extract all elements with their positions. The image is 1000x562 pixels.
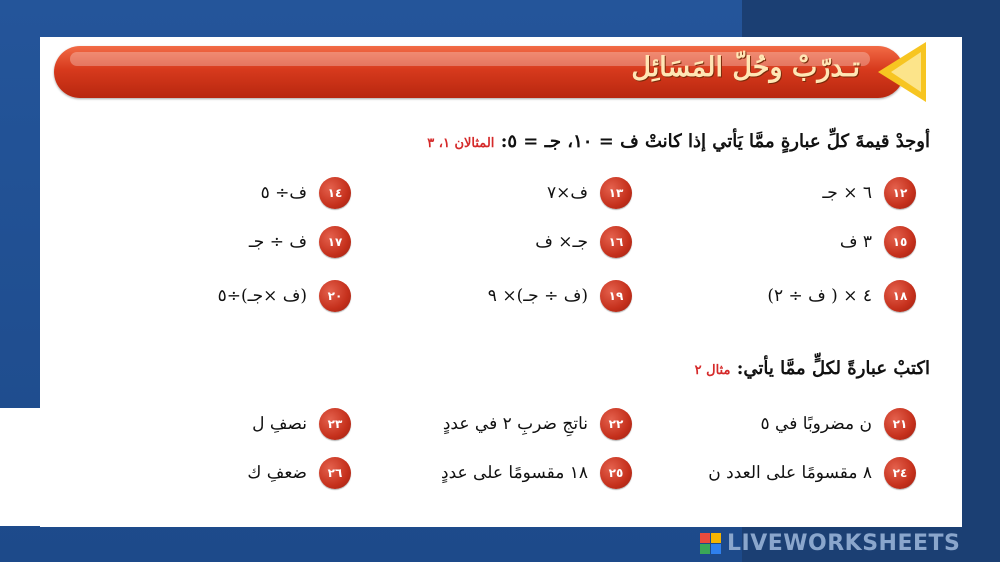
exercise-number-badge: ١٣: [600, 177, 632, 209]
exercise-number-badge: ٢٣: [319, 408, 351, 440]
liveworksheets-watermark: [700, 530, 960, 556]
exercise-item: [441, 456, 632, 490]
exercise-number-badge: ٢٤: [884, 457, 916, 489]
exercise-number-badge: ١٤: [319, 177, 351, 209]
instruction-1-text: أوجدْ قيمةَ كلِّ عبارةٍ ممَّا يَأتي إذا كانتْ ف = ١٠، جـ = ٥:: [500, 131, 930, 152]
exercise-number-badge: ١٩: [600, 280, 632, 312]
exercise-number-badge: ٢٥: [600, 457, 632, 489]
exercise-number-badge: ١٧: [319, 226, 351, 258]
exercise-item: [488, 279, 632, 313]
exercise-number-badge: ٢٦: [319, 457, 351, 489]
exercise-expression: ١٨ مقسومًا على عددٍ: [441, 463, 588, 483]
exercise-item: [708, 456, 916, 490]
exercise-expression: ن مضروبًا في ٥: [760, 414, 872, 434]
sheet-edge: [0, 408, 40, 526]
exercise-item: [247, 456, 351, 490]
exercise-expression: ف÷ ٥: [260, 183, 307, 203]
exercise-item: [252, 407, 351, 441]
liveworksheets-logo-icon: [700, 533, 721, 554]
exercise-expression: ف ÷ جـ: [248, 232, 307, 252]
exercise-number-badge: ١٥: [884, 226, 916, 258]
exercise-number-badge: ١٢: [884, 177, 916, 209]
exercise-item: [218, 279, 351, 313]
exercise-expression: نصفِ ل: [252, 414, 307, 434]
instruction-2-reference: مثال ٢: [694, 363, 731, 378]
exercise-number-badge: ١٨: [884, 280, 916, 312]
instruction-1: [427, 131, 930, 152]
banner-arrow-highlight: [891, 52, 921, 92]
exercise-expression: جـ× ف: [535, 232, 588, 252]
exercise-expression: (ف ÷ جـ)× ٩: [487, 286, 588, 306]
exercise-expression: ضعفِ ك: [247, 463, 307, 483]
instruction-2-text: اكتبْ عبارةً لكلٍّ ممَّا يأتي:: [736, 358, 930, 379]
exercise-number-badge: ٢١: [884, 408, 916, 440]
exercise-item: [767, 279, 916, 313]
exercise-expression: ٨ مقسومًا على العدد ن: [708, 463, 872, 483]
instruction-2: [695, 358, 930, 379]
instruction-1-reference: المثالان ١، ٣: [427, 136, 495, 151]
exercise-expression: ف×٧: [546, 183, 588, 203]
exercise-item: [261, 176, 351, 210]
exercise-expression: ٤ × ( ف ÷ ٢): [767, 286, 872, 306]
watermark-text: LIVEWORKSHEETS: [727, 530, 961, 556]
exercise-number-badge: ٢٠: [319, 280, 351, 312]
banner-title: تـدرّبْ وحُلّ المَسَائِل: [631, 52, 860, 83]
exercise-item: [535, 225, 632, 259]
exercise-expression: ٣ ف: [839, 232, 872, 252]
exercise-expression: (ف ×جـ)÷٥: [217, 286, 307, 306]
exercise-item: [822, 176, 916, 210]
exercise-expression: ناتجِ ضربِ ٢ في عددٍ: [442, 414, 588, 434]
exercise-item: [443, 407, 632, 441]
exercise-item: [547, 176, 632, 210]
exercise-expression: ٦ × جـ: [822, 183, 872, 203]
exercise-number-badge: ٢٢: [600, 408, 632, 440]
exercise-item: [840, 225, 916, 259]
exercise-item: [761, 407, 916, 441]
exercise-item: [249, 225, 351, 259]
exercise-number-badge: ١٦: [600, 226, 632, 258]
